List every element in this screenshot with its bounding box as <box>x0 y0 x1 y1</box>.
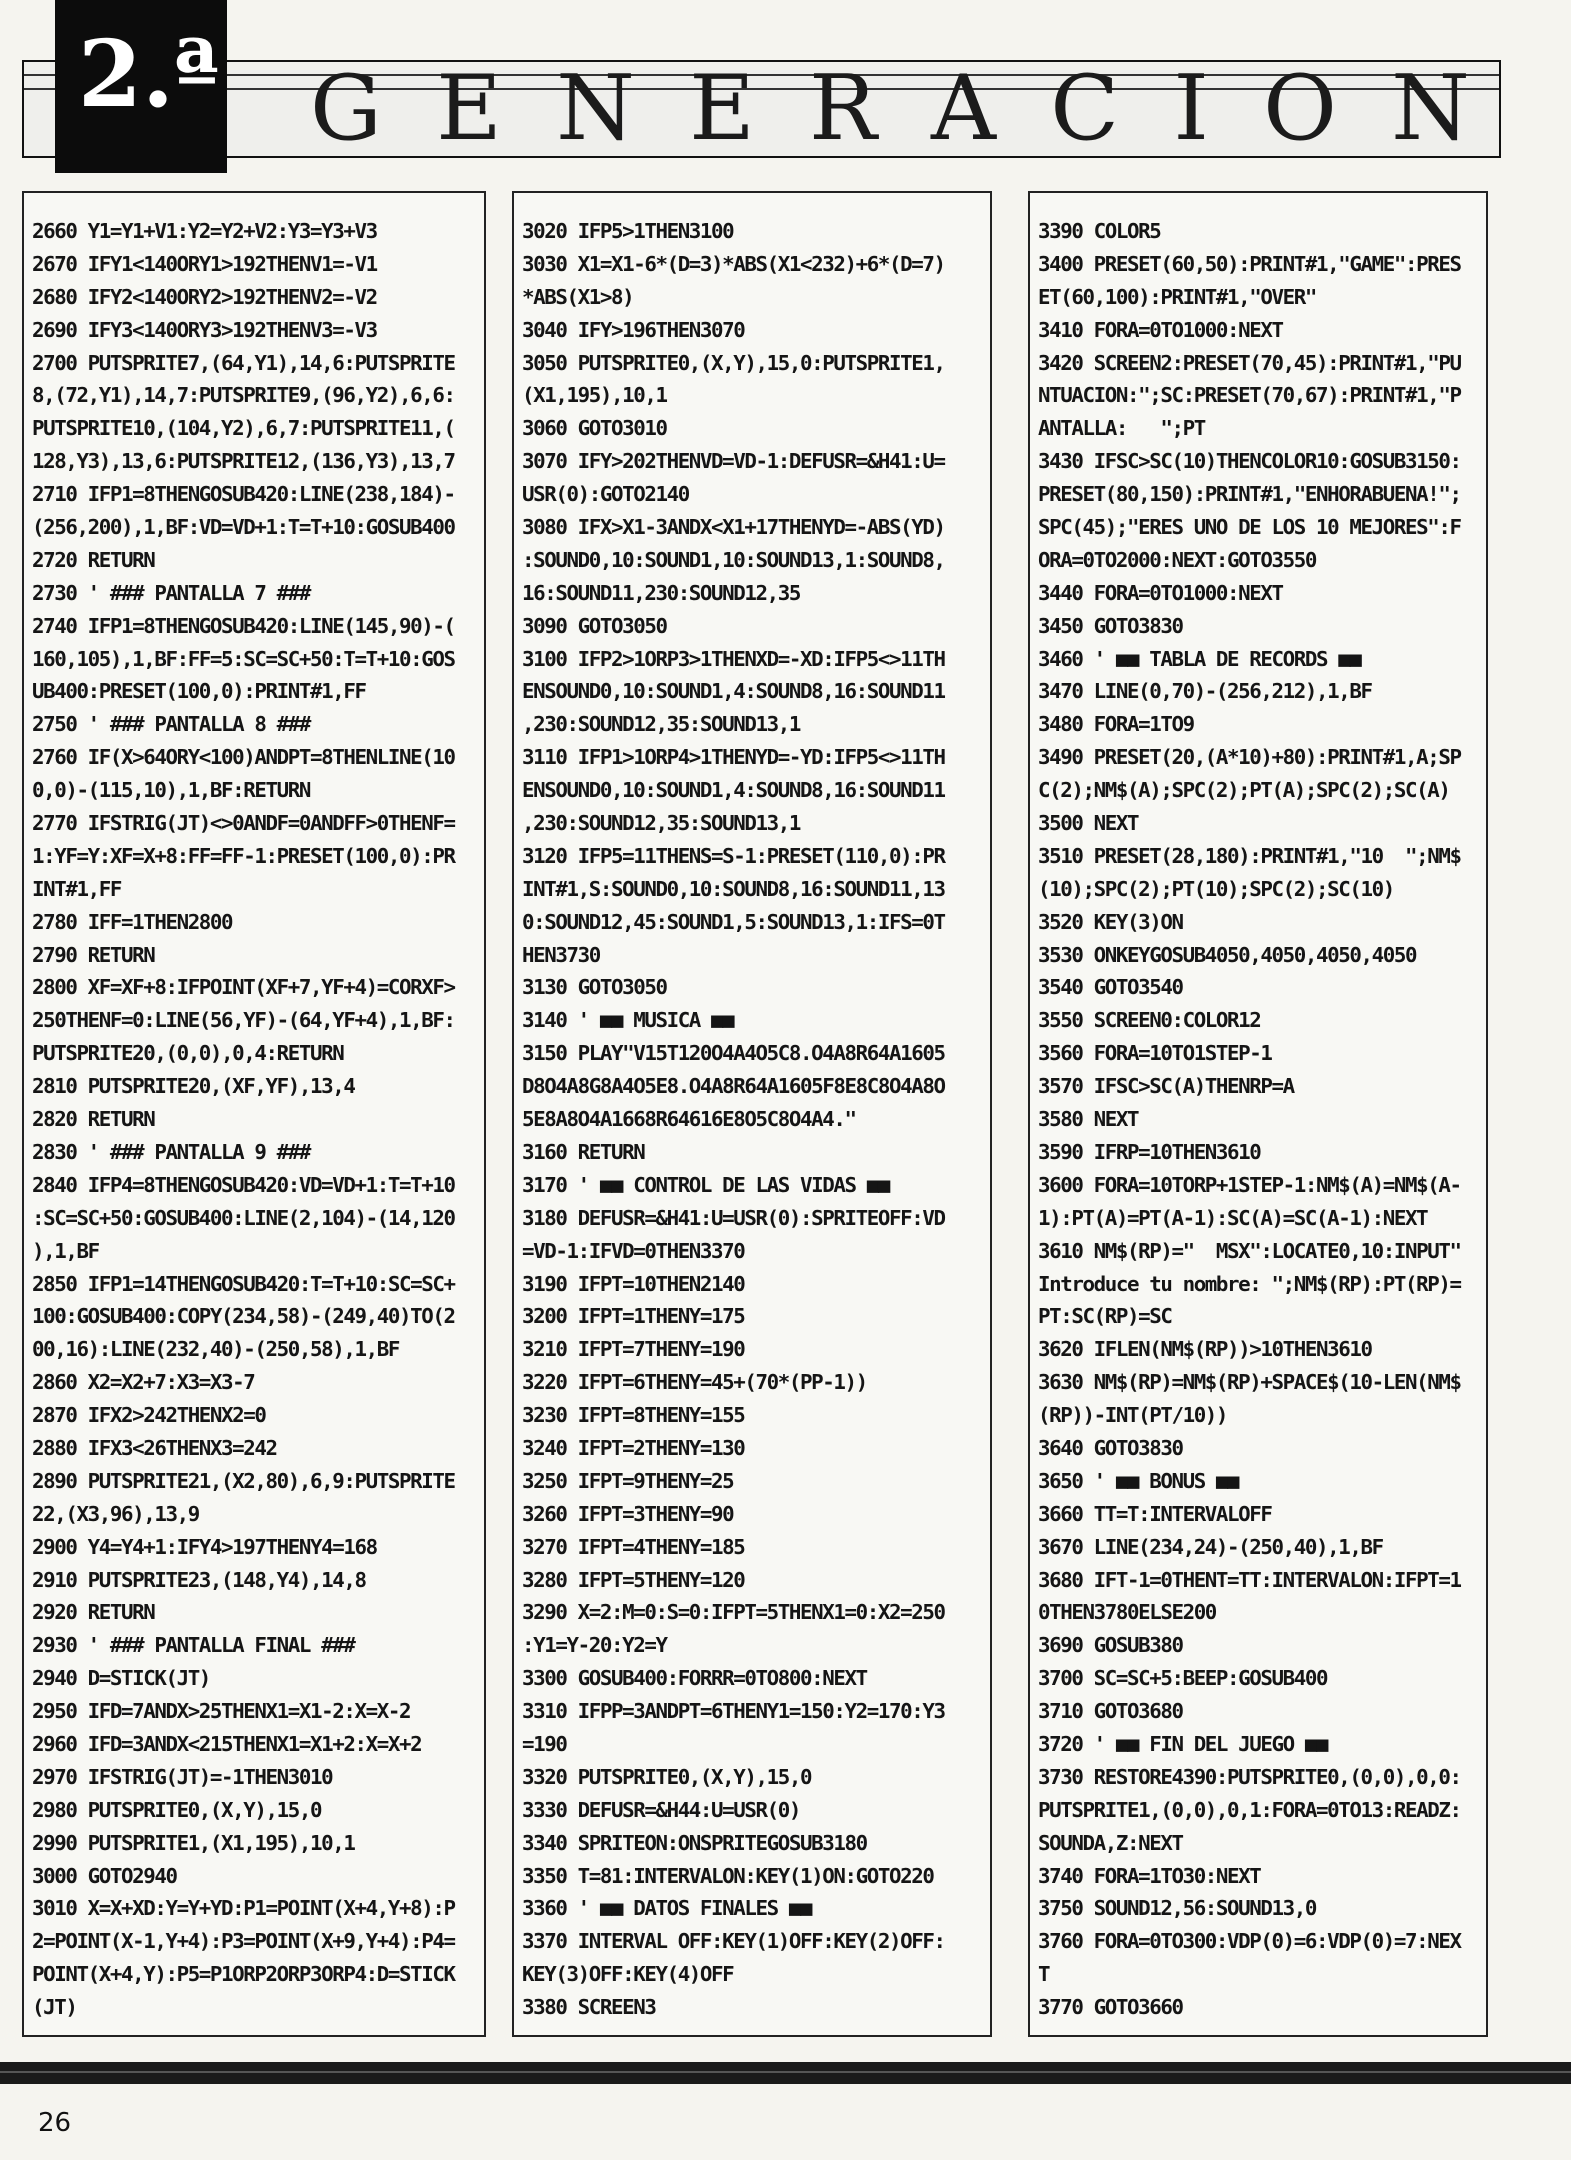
code-line: 3190 IFPT=10THEN2140 <box>522 1271 745 1296</box>
title-letter: A <box>931 55 996 161</box>
code-line: 3770 GOTO3660 <box>1038 1995 1183 2020</box>
code-line: 2890 PUTSPRITE21,(X2,80),6,9:PUTSPRITE <box>32 1468 455 1493</box>
code-line: 3330 DEFUSR=&H44:U=USR(0) <box>522 1797 801 1822</box>
code-line: 3660 TT=T:INTERVALOFF <box>1038 1501 1272 1526</box>
code-line: 3400 PRESET(60,50):PRINT#1,"GAME":PRES <box>1038 251 1461 276</box>
code-line: PRESET(80,150):PRINT#1,"ENHORABUENA!"; <box>1038 482 1461 507</box>
code-line: Introduce tu nombre: ";NM$(RP):PT(RP)= <box>1038 1271 1461 1296</box>
code-line: 3600 FORA=10TORP+1STEP-1:NM$(A)=NM$(A- <box>1038 1172 1461 1197</box>
code-line: 3020 IFP5>1THEN3100 <box>522 219 734 243</box>
code-line: 3670 LINE(234,24)-(250,40),1,BF <box>1038 1534 1383 1559</box>
code-line: 3640 GOTO3830 <box>1038 1435 1183 1460</box>
code-line: 3580 NEXT <box>1038 1107 1139 1132</box>
code-line: 2=POINT(X-1,Y+4):P3=POINT(X+9,Y+4):P4= <box>32 1929 455 1954</box>
code-line: HEN3730 <box>522 942 600 967</box>
code-line: 2940 D=STICK(JT) <box>32 1666 210 1691</box>
code-line: *ABS(X1>8) <box>522 284 634 309</box>
code-line: ENSOUND0,10:SOUND1,4:SOUND8,16:SOUND11 <box>522 778 945 803</box>
code-line: 0,0)-(115,10),1,BF:RETURN <box>32 778 311 803</box>
code-line: 2920 RETURN <box>32 1600 155 1625</box>
code-line: 3570 IFSC>SC(A)THENRP=A <box>1038 1074 1294 1099</box>
code-line: 2960 IFD=3ANDX<215THENX1=X1+2:X=X+2 <box>32 1731 422 1756</box>
code-line: 2810 PUTSPRITE20,(XF,YF),13,4 <box>32 1074 355 1099</box>
code-line: 2770 IFSTRIG(JT)<>0ANDF=0ANDFF>0THENF= <box>32 811 455 836</box>
code-line: 2690 IFY3<140ORY3>192THENV3=-V3 <box>32 317 377 342</box>
code-line: =190 <box>522 1731 567 1756</box>
code-line: 3650 ' ■■ BONUS ■■ <box>1038 1468 1239 1493</box>
code-line: 0:SOUND12,45:SOUND1,5:SOUND13,1:IFS=0T <box>522 909 945 934</box>
code-line: 3380 SCREEN3 <box>522 1995 656 2020</box>
code-line: 2740 IFP1=8THENGOSUB420:LINE(145,90)-( <box>32 613 455 638</box>
code-line: 1):PT(A)=PT(A-1):SC(A)=SC(A-1):NEXT <box>1038 1205 1428 1230</box>
code-line: 2780 IFF=1THEN2800 <box>32 909 233 934</box>
code-line: PUTSPRITE1,(0,0),0,1:FORA=0TO13:READZ: <box>1038 1797 1461 1822</box>
code-line: 250THENF=0:LINE(56,YF)-(64,YF+4),1,BF: <box>32 1008 455 1033</box>
code-line: 00,16):LINE(232,40)-(250,58),1,BF <box>32 1337 399 1362</box>
code-line: 3130 GOTO3050 <box>522 975 667 1000</box>
code-line: 3550 SCREEN0:COLOR12 <box>1038 1008 1261 1033</box>
code-line: INT#1,S:SOUND0,10:SOUND8,16:SOUND11,13 <box>522 876 945 901</box>
code-line: 2800 XF=XF+8:IFPOINT(XF+7,YF+4)=CORXF> <box>32 975 455 1000</box>
title-letter: E <box>689 55 755 161</box>
code-line: (256,200),1,BF:VD=VD+1:T=T+10:GOSUB400 <box>32 515 455 540</box>
code-line: 2660 Y1=Y1+V1:Y2=Y2+V2:Y3=Y3+V3 <box>32 219 377 243</box>
code-line: ORA=0TO2000:NEXT:GOTO3550 <box>1038 547 1317 572</box>
code-line: 2830 ' ### PANTALLA 9 ### <box>32 1139 311 1164</box>
code-line: :SOUND0,10:SOUND1,10:SOUND13,1:SOUND8, <box>522 547 945 572</box>
code-line: 3730 RESTORE4390:PUTSPRITE0,(0,0),0,0: <box>1038 1764 1461 1789</box>
code-line: 3000 GOTO2940 <box>32 1863 177 1888</box>
title-letter: O <box>1263 55 1337 161</box>
code-line: 2840 IFP4=8THENGOSUB420:VD=VD+1:T=T+10 <box>32 1172 455 1197</box>
code-line: 3060 GOTO3010 <box>522 416 667 441</box>
title-letter: N <box>556 55 635 161</box>
code-line: 1:YF=Y:XF=X+8:FF=FF-1:PRESET(100,0):PR <box>32 843 455 868</box>
title-letter: G <box>310 55 382 161</box>
code-line: 3170 ' ■■ CONTROL DE LAS VIDAS ■■ <box>522 1172 889 1197</box>
code-column-3 <box>1028 191 1488 2037</box>
code-line: 3270 IFPT=4THENY=185 <box>522 1534 745 1559</box>
code-line: 3490 PRESET(20,(A*10)+80):PRINT#1,A;SP <box>1038 745 1461 770</box>
code-line: 3350 T=81:INTERVALON:KEY(1)ON:GOTO220 <box>522 1863 934 1888</box>
code-line: 3560 FORA=10TO1STEP-1 <box>1038 1041 1272 1066</box>
code-line: 2760 IF(X>64ORY<100)ANDPT=8THENLINE(10 <box>32 745 455 770</box>
title-letter: R <box>809 55 877 161</box>
code-line: 16:SOUND11,230:SOUND12,35 <box>522 580 801 605</box>
code-line: =VD-1:IFVD=0THEN3370 <box>522 1238 745 1263</box>
code-line: 3210 IFPT=7THENY=190 <box>522 1337 745 1362</box>
code-line: 3510 PRESET(28,180):PRINT#1,"10 ";NM$ <box>1038 843 1461 868</box>
code-line: 3420 SCREEN2:PRESET(70,45):PRINT#1,"PU <box>1038 350 1461 375</box>
code-line: USR(0):GOTO2140 <box>522 482 689 507</box>
code-line: 2950 IFD=7ANDX>25THENX1=X1-2:X=X-2 <box>32 1699 411 1724</box>
title-letter: C <box>1050 55 1120 161</box>
code-line: ET(60,100):PRINT#1,"OVER" <box>1038 284 1317 309</box>
code-line: 3530 ONKEYGOSUB4050,4050,4050,4050 <box>1038 942 1417 967</box>
code-line: 2850 IFP1=14THENGOSUB420:T=T+10:SC=SC+ <box>32 1271 455 1296</box>
code-line: 2980 PUTSPRITE0,(X,Y),15,0 <box>32 1797 322 1822</box>
code-line: 2900 Y4=Y4+1:IFY4>197THENY4=168 <box>32 1534 377 1559</box>
title-letter: I <box>1173 55 1209 161</box>
code-line: 3440 FORA=0TO1000:NEXT <box>1038 580 1283 605</box>
code-line: T <box>1038 1962 1050 1987</box>
code-column-1 <box>22 191 486 2037</box>
code-line: 0THEN3780ELSE200 <box>1038 1600 1216 1625</box>
code-line: 3050 PUTSPRITE0,(X,Y),15,0:PUTSPRITE1, <box>522 350 945 375</box>
code-line: 2730 ' ### PANTALLA 7 ### <box>32 580 311 605</box>
code-line: KEY(3)OFF:KEY(4)OFF <box>522 1962 734 1987</box>
code-line: 2930 ' ### PANTALLA FINAL ### <box>32 1633 355 1658</box>
code-line: 100:GOSUB400:COPY(234,58)-(249,40)TO(2 <box>32 1304 455 1329</box>
code-line: (10);SPC(2);PT(10);SPC(2);SC(10) <box>1038 876 1394 901</box>
code-line: ANTALLA: ";PT <box>1038 416 1205 441</box>
code-line: 128,Y3),13,6:PUTSPRITE12,(136,Y3),13,7 <box>32 449 455 474</box>
code-line: 3040 IFY>196THEN3070 <box>522 317 745 342</box>
code-line: C(2);NM$(A);SPC(2);PT(A);SPC(2);SC(A) <box>1038 778 1450 803</box>
code-line: 2710 IFP1=8THENGOSUB420:LINE(238,184)- <box>32 482 455 507</box>
code-line: 3720 ' ■■ FIN DEL JUEGO ■■ <box>1038 1731 1328 1756</box>
title-letter: N <box>1391 55 1470 161</box>
code-line: 2870 IFX2>242THENX2=0 <box>32 1403 266 1428</box>
code-line: (RP))-INT(PT/10)) <box>1038 1403 1228 1428</box>
code-line: 2970 IFSTRIG(JT)=-1THEN3010 <box>32 1764 333 1789</box>
code-line: 2880 IFX3<26THENX3=242 <box>32 1435 277 1460</box>
code-line: 3250 IFPT=9THENY=25 <box>522 1468 734 1493</box>
code-line: (JT) <box>32 1995 77 2020</box>
code-line: 2860 X2=X2+7:X3=X3-7 <box>32 1370 255 1395</box>
code-line: 3280 IFPT=5THENY=120 <box>522 1567 745 1592</box>
code-line: 3100 IFP2>1ORP3>1THENXD=-XD:IFP5<>11TH <box>522 646 945 671</box>
code-line: 5E8A8O4A1668R64616E8O5C8O4A4." <box>522 1107 856 1132</box>
code-line: 3740 FORA=1TO30:NEXT <box>1038 1863 1261 1888</box>
code-line: 2990 PUTSPRITE1,(X1,195),10,1 <box>32 1830 355 1855</box>
code-line: 3360 ' ■■ DATOS FINALES ■■ <box>522 1896 812 1921</box>
code-line: ),1,BF <box>32 1238 99 1263</box>
code-line: 3030 X1=X1-6*(D=3)*ABS(X1<232)+6*(D=7) <box>522 251 945 276</box>
code-line: 3010 X=X+XD:Y=Y+YD:P1=POINT(X+4,Y+8):P <box>32 1896 455 1921</box>
code-line: SOUNDA,Z:NEXT <box>1038 1830 1183 1855</box>
code-line: PUTSPRITE20,(0,0),0,4:RETURN <box>32 1041 344 1066</box>
code-line: 3410 FORA=0TO1000:NEXT <box>1038 317 1283 342</box>
code-line: 2680 IFY2<140ORY2>192THENV2=-V2 <box>32 284 377 309</box>
code-line: D8O4A8G8A4O5E8.O4A8R64A1605F8E8C8O4A8O <box>522 1074 945 1099</box>
code-line: 2790 RETURN <box>32 942 155 967</box>
code-line: :SC=SC+50:GOSUB400:LINE(2,104)-(14,120 <box>32 1205 455 1230</box>
code-line: 2750 ' ### PANTALLA 8 ### <box>32 712 311 737</box>
code-line: 3240 IFPT=2THENY=130 <box>522 1435 745 1460</box>
code-line: PT:SC(RP)=SC <box>1038 1304 1172 1329</box>
code-line: 3540 GOTO3540 <box>1038 975 1183 1000</box>
code-line: INT#1,FF <box>32 876 121 901</box>
code-line: (X1,195),10,1 <box>522 383 667 408</box>
code-line: :Y1=Y-20:Y2=Y <box>522 1633 667 1658</box>
code-line: 3340 SPRITEON:ONSPRITEGOSUB3180 <box>522 1830 867 1855</box>
code-line: PUTSPRITE10,(104,Y2),6,7:PUTSPRITE11,( <box>32 416 455 441</box>
code-line: 3700 SC=SC+5:BEEP:GOSUB400 <box>1038 1666 1328 1691</box>
code-line: 3500 NEXT <box>1038 811 1139 836</box>
code-line: 3290 X=2:M=0:S=0:IFPT=5THENX1=0:X2=250 <box>522 1600 945 1625</box>
code-line: 2820 RETURN <box>32 1107 155 1132</box>
code-line: 3760 FORA=0TO300:VDP(0)=6:VDP(0)=7:NEX <box>1038 1929 1461 1954</box>
code-line: 3390 COLOR5 <box>1038 219 1161 243</box>
code-line: 3480 FORA=1TO9 <box>1038 712 1194 737</box>
code-line: 2700 PUTSPRITE7,(64,Y1),14,6:PUTSPRITE <box>32 350 455 375</box>
code-line: 3370 INTERVAL OFF:KEY(1)OFF:KEY(2)OFF: <box>522 1929 945 1954</box>
bottom-rule <box>0 2062 1571 2084</box>
code-line: 3150 PLAY"V15T120O4A4O5C8.O4A8R64A1605 <box>522 1041 945 1066</box>
code-line: 3460 ' ■■ TABLA DE RECORDS ■■ <box>1038 646 1361 671</box>
code-line: SPC(45);"ERES UNO DE LOS 10 MEJORES":F <box>1038 515 1461 540</box>
code-line: ,230:SOUND12,35:SOUND13,1 <box>522 811 801 836</box>
code-line: 3220 IFPT=6THENY=45+(70*(PP-1)) <box>522 1370 867 1395</box>
page-title <box>230 55 1490 161</box>
code-line: 3690 GOSUB380 <box>1038 1633 1183 1658</box>
code-line: 3430 IFSC>SC(10)THENCOLOR10:GOSUB3150: <box>1038 449 1461 474</box>
code-line: 3680 IFT-1=0THENT=TT:INTERVALON:IFPT=1 <box>1038 1567 1461 1592</box>
code-line: 160,105),1,BF:FF=5:SC=SC+50:T=T+10:GOS <box>32 646 455 671</box>
code-line: 3260 IFPT=3THENY=90 <box>522 1501 734 1526</box>
section-number: 2.ª <box>78 20 219 128</box>
code-line: 3180 DEFUSR=&H41:U=USR(0):SPRITEOFF:VD <box>522 1205 945 1230</box>
code-line: 3140 ' ■■ MUSICA ■■ <box>522 1008 734 1033</box>
code-line: 3590 IFRP=10THEN3610 <box>1038 1139 1261 1164</box>
code-line: NTUACION:";SC:PRESET(70,67):PRINT#1,"P <box>1038 383 1461 408</box>
code-line: 3070 IFY>202THENVD=VD-1:DEFUSR=&H41:U= <box>522 449 945 474</box>
code-line: 3520 KEY(3)ON <box>1038 909 1183 934</box>
code-line: 3300 GOSUB400:FORRR=0TO800:NEXT <box>522 1666 867 1691</box>
code-line: 2720 RETURN <box>32 547 155 572</box>
code-line: 3230 IFPT=8THENY=155 <box>522 1403 745 1428</box>
code-line: ,230:SOUND12,35:SOUND13,1 <box>522 712 801 737</box>
code-line: POINT(X+4,Y):P5=P1ORP2ORP3ORP4:D=STICK <box>32 1962 455 1987</box>
code-line: 3710 GOTO3680 <box>1038 1699 1183 1724</box>
code-line: 3750 SOUND12,56:SOUND13,0 <box>1038 1896 1317 1921</box>
code-line: 3320 PUTSPRITE0,(X,Y),15,0 <box>522 1764 812 1789</box>
code-line: 3450 GOTO3830 <box>1038 613 1183 638</box>
code-line: ENSOUND0,10:SOUND1,4:SOUND8,16:SOUND11 <box>522 679 945 704</box>
code-line: 22,(X3,96),13,9 <box>32 1501 199 1526</box>
page-number: 26 <box>38 2108 72 2138</box>
code-line: 2910 PUTSPRITE23,(148,Y4),14,8 <box>32 1567 366 1592</box>
code-line: 8,(72,Y1),14,7:PUTSPRITE9,(96,Y2),6,6: <box>32 383 455 408</box>
code-line: 3080 IFX>X1-3ANDX<X1+17THENYD=-ABS(YD) <box>522 515 945 540</box>
code-line: 3310 IFPP=3ANDPT=6THENY1=150:Y2=170:Y3 <box>522 1699 945 1724</box>
code-line: 2670 IFY1<140ORY1>192THENV1=-V1 <box>32 251 377 276</box>
code-line: 3630 NM$(RP)=NM$(RP)+SPACE$(10-LEN(NM$ <box>1038 1370 1461 1395</box>
code-line: 3090 GOTO3050 <box>522 613 667 638</box>
code-line: 3120 IFP5=11THENS=S-1:PRESET(110,0):PR <box>522 843 945 868</box>
code-line: 3200 IFPT=1THENY=175 <box>522 1304 745 1329</box>
code-line: UB400:PRESET(100,0):PRINT#1,FF <box>32 679 366 704</box>
code-line: 3470 LINE(0,70)-(256,212),1,BF <box>1038 679 1372 704</box>
code-line: 3160 RETURN <box>522 1139 645 1164</box>
code-column-2 <box>512 191 992 2037</box>
code-line: 3610 NM$(RP)=" MSX":LOCATE0,10:INPUT" <box>1038 1238 1461 1263</box>
code-line: 3110 IFP1>1ORP4>1THENYD=-YD:IFP5<>11TH <box>522 745 945 770</box>
code-line: 3620 IFLEN(NM$(RP))>10THEN3610 <box>1038 1337 1372 1362</box>
title-letter: E <box>436 55 502 161</box>
